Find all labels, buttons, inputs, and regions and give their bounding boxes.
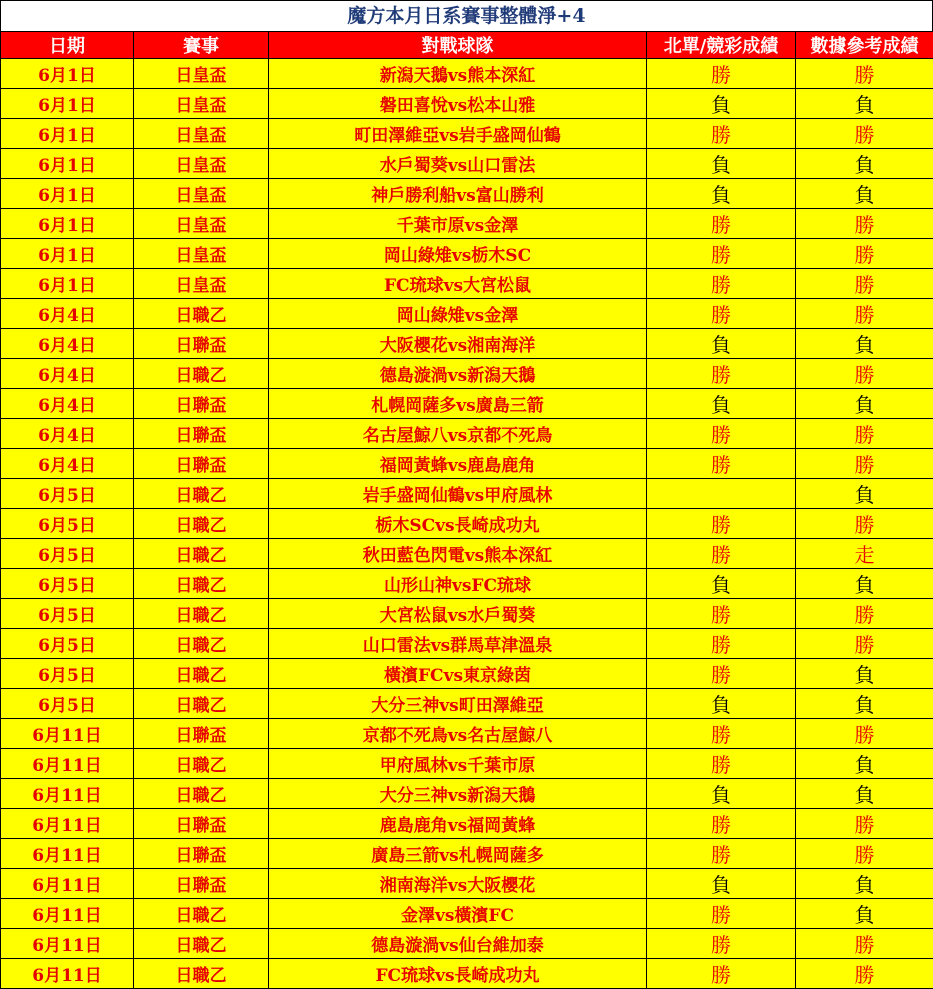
match-cell: 德島漩渦vs仙台維加泰 bbox=[269, 929, 647, 959]
match-cell: FC琉球vs長崎成功丸 bbox=[269, 959, 647, 989]
date-cell: 6月11日 bbox=[1, 839, 134, 869]
event-cell: 日職乙 bbox=[134, 659, 269, 689]
date-cell: 6月5日 bbox=[1, 629, 134, 659]
event-cell: 日皇盃 bbox=[134, 209, 269, 239]
event-cell: 日職乙 bbox=[134, 599, 269, 629]
event-cell: 日聯盃 bbox=[134, 839, 269, 869]
table-row bbox=[1, 719, 933, 749]
table-row bbox=[1, 839, 933, 869]
data-result-cell: 勝 bbox=[796, 929, 933, 959]
data-result-cell: 勝 bbox=[796, 449, 933, 479]
date-cell: 6月1日 bbox=[1, 239, 134, 269]
match-cell: 新潟天鵝vs熊本深紅 bbox=[269, 59, 647, 89]
date-cell: 6月5日 bbox=[1, 659, 134, 689]
data-result-cell: 負 bbox=[796, 89, 933, 119]
data-result-cell: 負 bbox=[796, 179, 933, 209]
table-row bbox=[1, 329, 933, 359]
data-result-cell: 勝 bbox=[796, 809, 933, 839]
bd-result-cell: 負 bbox=[647, 689, 796, 719]
table-row bbox=[1, 59, 933, 89]
header-row bbox=[1, 32, 933, 59]
match-cell: 大宮松鼠vs水戶蜀葵 bbox=[269, 599, 647, 629]
date-cell: 6月5日 bbox=[1, 599, 134, 629]
data-result-cell: 勝 bbox=[796, 269, 933, 299]
event-cell: 日職乙 bbox=[134, 689, 269, 719]
bd-result-cell: 負 bbox=[647, 389, 796, 419]
bd-result-cell: 勝 bbox=[647, 119, 796, 149]
bd-result-cell: 勝 bbox=[647, 599, 796, 629]
date-cell: 6月4日 bbox=[1, 329, 134, 359]
date-cell: 6月1日 bbox=[1, 149, 134, 179]
match-cell: 札幌岡薩多vs廣島三箭 bbox=[269, 389, 647, 419]
data-result-cell: 負 bbox=[796, 869, 933, 899]
header-data-result: 數據參考成績 bbox=[796, 32, 933, 59]
event-cell: 日聯盃 bbox=[134, 329, 269, 359]
match-cell: FC琉球vs大宮松鼠 bbox=[269, 269, 647, 299]
date-cell: 6月1日 bbox=[1, 89, 134, 119]
match-cell: 山口雷法vs群馬草津溫泉 bbox=[269, 629, 647, 659]
table-row bbox=[1, 869, 933, 899]
match-cell: 神戶勝利船vs富山勝利 bbox=[269, 179, 647, 209]
bd-result-cell: 負 bbox=[647, 869, 796, 899]
table-row bbox=[1, 389, 933, 419]
match-cell: 岡山綠雉vs金澤 bbox=[269, 299, 647, 329]
match-cell: 岩手盛岡仙鶴vs甲府風林 bbox=[269, 479, 647, 509]
header-bd-result: 北單/競彩成績 bbox=[647, 32, 796, 59]
table-row bbox=[1, 899, 933, 929]
event-cell: 日職乙 bbox=[134, 749, 269, 779]
table-row bbox=[1, 89, 933, 119]
table-row bbox=[1, 779, 933, 809]
event-cell: 日皇盃 bbox=[134, 89, 269, 119]
event-cell: 日皇盃 bbox=[134, 59, 269, 89]
bd-result-cell: 勝 bbox=[647, 419, 796, 449]
table-row bbox=[1, 929, 933, 959]
bd-result-cell: 勝 bbox=[647, 299, 796, 329]
bd-result-cell: 勝 bbox=[647, 239, 796, 269]
data-result-cell: 勝 bbox=[796, 959, 933, 989]
data-result-cell: 勝 bbox=[796, 209, 933, 239]
bd-result-cell: 勝 bbox=[647, 749, 796, 779]
bd-result-cell: 勝 bbox=[647, 359, 796, 389]
table-row bbox=[1, 959, 933, 989]
match-cell: 磐田喜悅vs松本山雅 bbox=[269, 89, 647, 119]
data-result-cell: 負 bbox=[796, 479, 933, 509]
data-result-cell: 負 bbox=[796, 899, 933, 929]
match-cell: 千葉市原vs金澤 bbox=[269, 209, 647, 239]
event-cell: 日職乙 bbox=[134, 779, 269, 809]
match-cell: 秋田藍色閃電vs熊本深紅 bbox=[269, 539, 647, 569]
table-row bbox=[1, 809, 933, 839]
bd-result-cell: 勝 bbox=[647, 959, 796, 989]
table-row bbox=[1, 629, 933, 659]
table-row bbox=[1, 449, 933, 479]
match-cell: 町田澤維亞vs岩手盛岡仙鶴 bbox=[269, 119, 647, 149]
data-result-cell: 勝 bbox=[796, 629, 933, 659]
event-cell: 日皇盃 bbox=[134, 119, 269, 149]
date-cell: 6月1日 bbox=[1, 179, 134, 209]
bd-result-cell: 負 bbox=[647, 89, 796, 119]
table-row bbox=[1, 569, 933, 599]
match-cell: 水戶蜀葵vs山口雷法 bbox=[269, 149, 647, 179]
date-cell: 6月1日 bbox=[1, 59, 134, 89]
data-result-cell: 負 bbox=[796, 749, 933, 779]
event-cell: 日職乙 bbox=[134, 569, 269, 599]
date-cell: 6月4日 bbox=[1, 419, 134, 449]
table-row bbox=[1, 269, 933, 299]
date-cell: 6月4日 bbox=[1, 389, 134, 419]
match-cell: 福岡黃蜂vs鹿島鹿角 bbox=[269, 449, 647, 479]
event-cell: 日職乙 bbox=[134, 929, 269, 959]
bd-result-cell bbox=[647, 479, 796, 509]
bd-result-cell: 勝 bbox=[647, 809, 796, 839]
table-row bbox=[1, 299, 933, 329]
table-row bbox=[1, 179, 933, 209]
table-row bbox=[1, 749, 933, 779]
event-cell: 日職乙 bbox=[134, 899, 269, 929]
event-cell: 日職乙 bbox=[134, 509, 269, 539]
bd-result-cell: 勝 bbox=[647, 539, 796, 569]
event-cell: 日聯盃 bbox=[134, 809, 269, 839]
match-cell: 山形山神vsFC琉球 bbox=[269, 569, 647, 599]
match-cell: 大阪櫻花vs湘南海洋 bbox=[269, 329, 647, 359]
header-date: 日期 bbox=[1, 32, 134, 59]
event-cell: 日職乙 bbox=[134, 539, 269, 569]
data-result-cell: 勝 bbox=[796, 419, 933, 449]
event-cell: 日職乙 bbox=[134, 479, 269, 509]
bd-result-cell: 勝 bbox=[647, 719, 796, 749]
table-row bbox=[1, 119, 933, 149]
data-result-cell: 負 bbox=[796, 689, 933, 719]
bd-result-cell: 勝 bbox=[647, 659, 796, 689]
data-result-cell: 勝 bbox=[796, 509, 933, 539]
table-row bbox=[1, 419, 933, 449]
results-table bbox=[0, 31, 933, 989]
match-cell: 岡山綠雉vs栃木SC bbox=[269, 239, 647, 269]
bd-result-cell: 負 bbox=[647, 569, 796, 599]
data-result-cell: 勝 bbox=[796, 839, 933, 869]
match-cell: 金澤vs橫濱FC bbox=[269, 899, 647, 929]
event-cell: 日聯盃 bbox=[134, 449, 269, 479]
table-row bbox=[1, 539, 933, 569]
match-cell: 湘南海洋vs大阪櫻花 bbox=[269, 869, 647, 899]
match-cell: 鹿島鹿角vs福岡黃蜂 bbox=[269, 809, 647, 839]
data-result-cell: 負 bbox=[796, 389, 933, 419]
data-result-cell: 負 bbox=[796, 569, 933, 599]
event-cell: 日職乙 bbox=[134, 959, 269, 989]
match-cell: 名古屋鯨八vs京都不死鳥 bbox=[269, 419, 647, 449]
date-cell: 6月5日 bbox=[1, 689, 134, 719]
data-result-cell: 勝 bbox=[796, 239, 933, 269]
data-result-cell: 負 bbox=[796, 659, 933, 689]
event-cell: 日聯盃 bbox=[134, 389, 269, 419]
date-cell: 6月1日 bbox=[1, 209, 134, 239]
event-cell: 日聯盃 bbox=[134, 719, 269, 749]
date-cell: 6月4日 bbox=[1, 299, 134, 329]
date-cell: 6月11日 bbox=[1, 959, 134, 989]
table-row bbox=[1, 239, 933, 269]
match-cell: 大分三神vs町田澤維亞 bbox=[269, 689, 647, 719]
results-body bbox=[1, 59, 933, 989]
date-cell: 6月5日 bbox=[1, 509, 134, 539]
event-cell: 日聯盃 bbox=[134, 419, 269, 449]
data-result-cell: 走 bbox=[796, 539, 933, 569]
data-result-cell: 勝 bbox=[796, 359, 933, 389]
event-cell: 日皇盃 bbox=[134, 239, 269, 269]
data-result-cell: 勝 bbox=[796, 119, 933, 149]
header-event: 賽事 bbox=[134, 32, 269, 59]
bd-result-cell: 負 bbox=[647, 149, 796, 179]
bd-result-cell: 勝 bbox=[647, 839, 796, 869]
date-cell: 6月11日 bbox=[1, 899, 134, 929]
match-cell: 栃木SCvs長崎成功丸 bbox=[269, 509, 647, 539]
data-result-cell: 勝 bbox=[796, 719, 933, 749]
bd-result-cell: 勝 bbox=[647, 59, 796, 89]
date-cell: 6月4日 bbox=[1, 449, 134, 479]
date-cell: 6月11日 bbox=[1, 749, 134, 779]
table-row bbox=[1, 209, 933, 239]
header-match: 對戰球隊 bbox=[269, 32, 647, 59]
data-result-cell: 勝 bbox=[796, 299, 933, 329]
bd-result-cell: 負 bbox=[647, 779, 796, 809]
event-cell: 日皇盃 bbox=[134, 179, 269, 209]
date-cell: 6月11日 bbox=[1, 719, 134, 749]
data-result-cell: 負 bbox=[796, 149, 933, 179]
date-cell: 6月11日 bbox=[1, 809, 134, 839]
table-row bbox=[1, 149, 933, 179]
date-cell: 6月11日 bbox=[1, 929, 134, 959]
date-cell: 6月1日 bbox=[1, 269, 134, 299]
match-cell: 甲府風林vs千葉市原 bbox=[269, 749, 647, 779]
event-cell: 日職乙 bbox=[134, 299, 269, 329]
table-row bbox=[1, 479, 933, 509]
date-cell: 6月5日 bbox=[1, 539, 134, 569]
data-result-cell: 負 bbox=[796, 779, 933, 809]
event-cell: 日職乙 bbox=[134, 629, 269, 659]
date-cell: 6月11日 bbox=[1, 779, 134, 809]
date-cell: 6月5日 bbox=[1, 569, 134, 599]
match-cell: 京都不死鳥vs名古屋鯨八 bbox=[269, 719, 647, 749]
bd-result-cell: 負 bbox=[647, 179, 796, 209]
date-cell: 6月1日 bbox=[1, 119, 134, 149]
bd-result-cell: 勝 bbox=[647, 209, 796, 239]
match-cell: 橫濱FCvs東京綠茵 bbox=[269, 659, 647, 689]
table-row bbox=[1, 659, 933, 689]
bd-result-cell: 負 bbox=[647, 329, 796, 359]
match-cell: 廣島三箭vs札幌岡薩多 bbox=[269, 839, 647, 869]
data-result-cell: 勝 bbox=[796, 599, 933, 629]
bd-result-cell: 勝 bbox=[647, 269, 796, 299]
event-cell: 日職乙 bbox=[134, 359, 269, 389]
table-row bbox=[1, 599, 933, 629]
table-row bbox=[1, 359, 933, 389]
date-cell: 6月5日 bbox=[1, 479, 134, 509]
bd-result-cell: 勝 bbox=[647, 449, 796, 479]
date-cell: 6月4日 bbox=[1, 359, 134, 389]
bd-result-cell: 勝 bbox=[647, 509, 796, 539]
sheet-title: 魔方本月日系賽事整體淨+4 bbox=[0, 0, 933, 31]
match-cell: 大分三神vs新潟天鵝 bbox=[269, 779, 647, 809]
data-result-cell: 負 bbox=[796, 329, 933, 359]
table-row bbox=[1, 689, 933, 719]
match-cell: 德島漩渦vs新潟天鵝 bbox=[269, 359, 647, 389]
bd-result-cell: 勝 bbox=[647, 899, 796, 929]
table-row bbox=[1, 509, 933, 539]
event-cell: 日皇盃 bbox=[134, 149, 269, 179]
bd-result-cell: 勝 bbox=[647, 629, 796, 659]
bd-result-cell: 勝 bbox=[647, 929, 796, 959]
event-cell: 日聯盃 bbox=[134, 869, 269, 899]
data-result-cell: 勝 bbox=[796, 59, 933, 89]
event-cell: 日皇盃 bbox=[134, 269, 269, 299]
date-cell: 6月11日 bbox=[1, 869, 134, 899]
